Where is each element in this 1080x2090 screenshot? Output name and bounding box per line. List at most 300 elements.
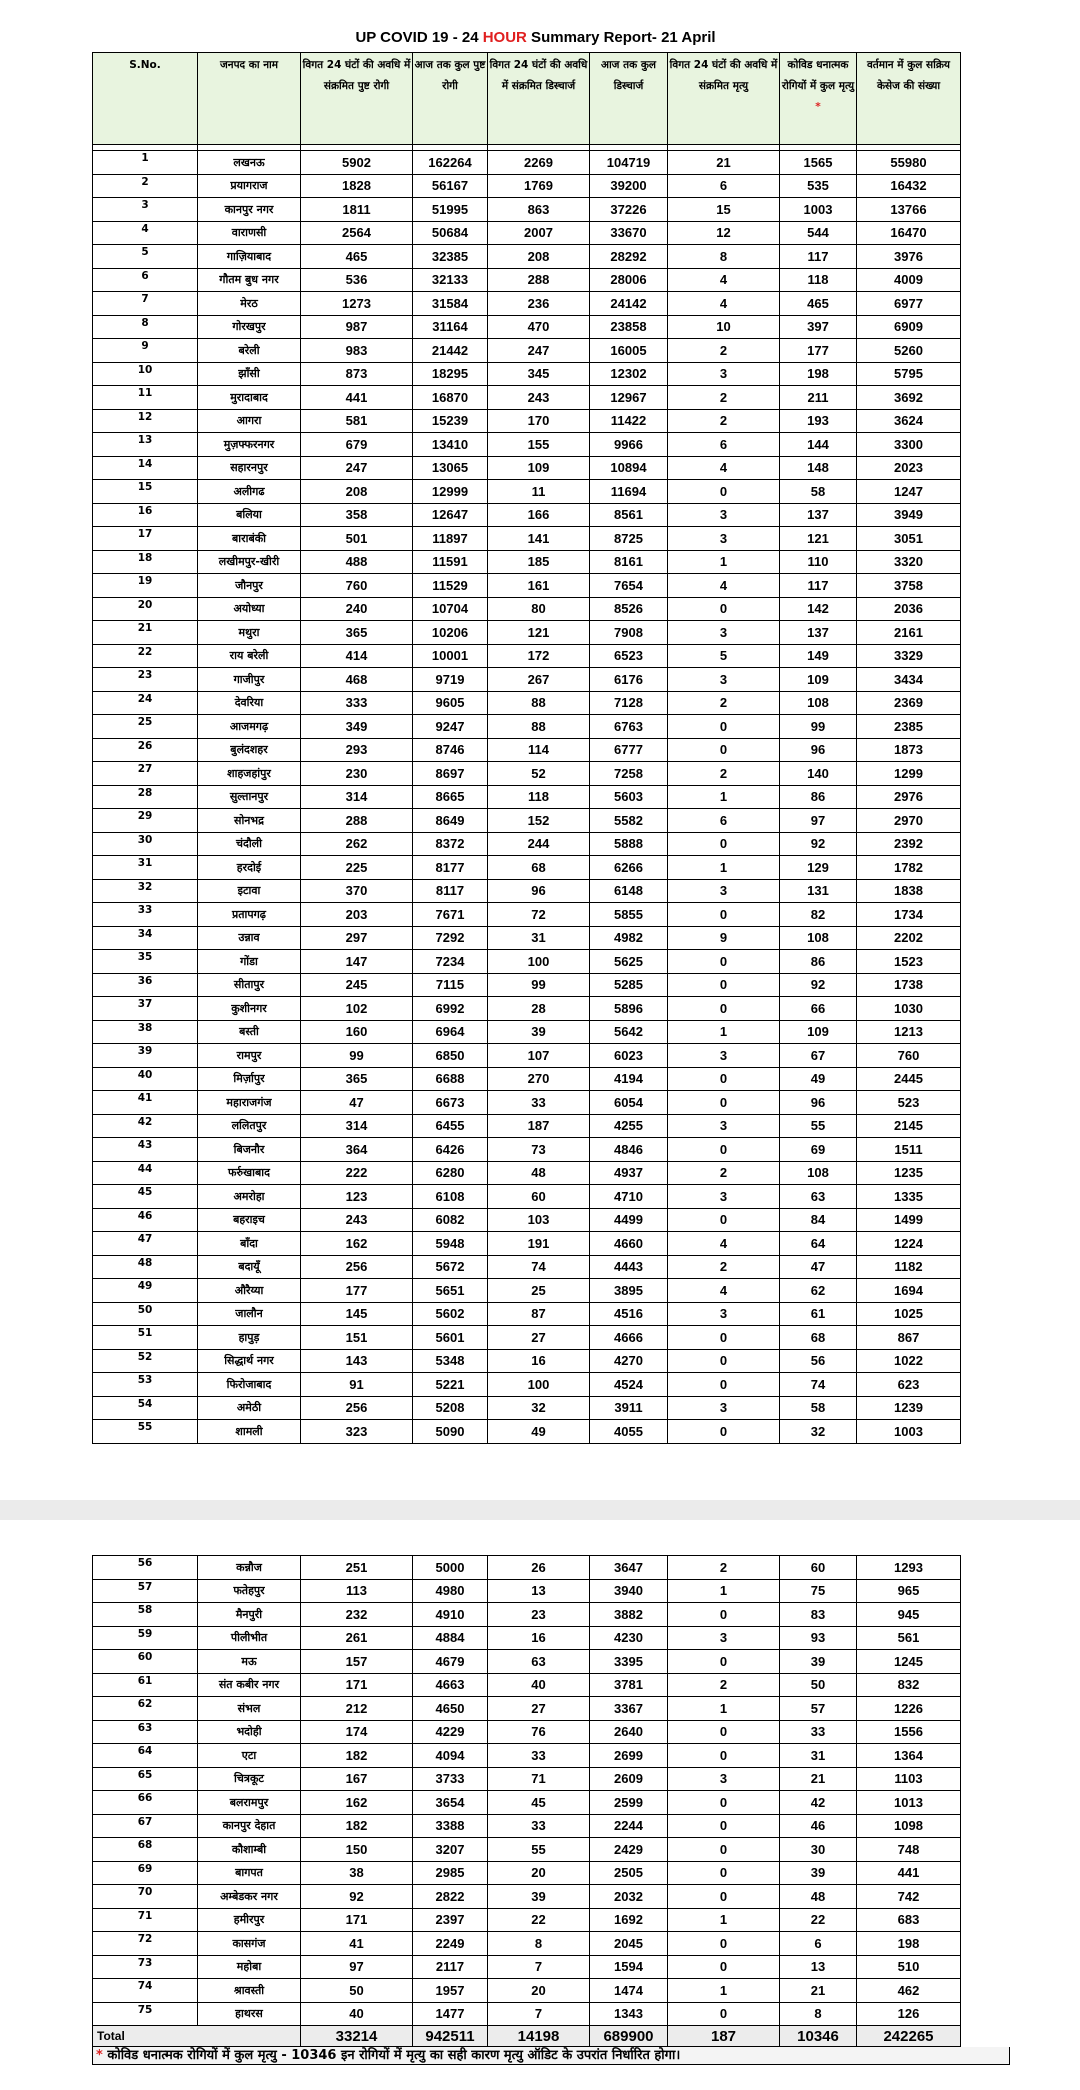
district-name-cell: जौनपुर [198,574,301,598]
value-cell: 0 [668,832,780,856]
value-cell: 2976 [857,785,961,809]
value-cell: 56167 [413,174,488,198]
value-cell: 86 [780,785,857,809]
value-cell: 4499 [590,1208,668,1232]
serial-number-cell: 28 [93,785,198,809]
value-cell: 4679 [413,1650,488,1674]
value-cell: 261 [301,1626,413,1650]
value-cell: 3 [668,1044,780,1068]
value-cell: 3940 [590,1579,668,1603]
value-cell: 12999 [413,480,488,504]
table-row [93,1932,961,1956]
value-cell: 3624 [857,409,961,433]
table-row [93,2002,961,2026]
district-name-cell: हापुड़ [198,1326,301,1350]
value-cell: 5855 [590,903,668,927]
serial-number-cell: 33 [93,903,198,927]
value-cell: 2369 [857,691,961,715]
table-row [93,856,961,880]
value-cell: 129 [780,856,857,880]
value-cell: 15 [668,198,780,222]
value-cell: 3647 [590,1556,668,1580]
value-cell: 117 [780,245,857,269]
value-cell: 76 [488,1720,590,1744]
table-row [93,550,961,574]
value-cell: 4710 [590,1185,668,1209]
value-cell: 63 [488,1650,590,1674]
value-cell: 760 [857,1044,961,1068]
value-cell: 1239 [857,1396,961,1420]
value-cell: 6 [668,809,780,833]
value-cell: 0 [668,1932,780,1956]
value-cell: 2699 [590,1744,668,1768]
value-cell: 4884 [413,1626,488,1650]
value-cell: 314 [301,1114,413,1138]
value-cell: 31164 [413,315,488,339]
value-cell: 167 [301,1767,413,1791]
value-cell: 4982 [590,926,668,950]
value-cell: 211 [780,386,857,410]
value-cell: 9247 [413,715,488,739]
value-cell: 5896 [590,997,668,1021]
value-cell: 863 [488,198,590,222]
value-cell: 86 [780,950,857,974]
summary-table-part-2 [92,1555,961,2047]
value-cell: 760 [301,574,413,598]
value-cell: 3758 [857,574,961,598]
value-cell: 2445 [857,1067,961,1091]
footnote-text: कोविड धनात्मक रोगियों में कुल मृत्यु - 10346 इन रोगियों में मृत्यु का सही कारण मृत्यु ऑडिट के उपरांत निर्धारित होगा। [102,2048,681,2063]
value-cell: 297 [301,926,413,950]
value-cell: 109 [780,668,857,692]
table-row [93,1908,961,1932]
value-cell: 74 [488,1255,590,1279]
district-name-cell: अलीगढ [198,480,301,504]
serial-number-cell: 42 [93,1114,198,1138]
value-cell: 2970 [857,809,961,833]
value-cell: 5601 [413,1326,488,1350]
value-cell: 6054 [590,1091,668,1115]
value-cell: 8 [488,1932,590,1956]
serial-number-cell: 14 [93,456,198,480]
value-cell: 6 [668,174,780,198]
value-cell: 1013 [857,1791,961,1815]
serial-number-cell: 22 [93,644,198,668]
value-cell: 0 [668,1955,780,1979]
value-cell: 33 [488,1091,590,1115]
value-cell: 3367 [590,1697,668,1721]
table-row [93,1114,961,1138]
value-cell: 10704 [413,597,488,621]
value-cell: 5642 [590,1020,668,1044]
table-row [93,1814,961,1838]
table-row [93,1302,961,1326]
serial-number-cell: 71 [93,1908,198,1932]
table-row [93,1603,961,1627]
serial-number-cell: 69 [93,1861,198,1885]
value-cell: 4009 [857,268,961,292]
value-cell: 150 [301,1838,413,1862]
value-cell: 333 [301,691,413,715]
value-cell: 68 [780,1326,857,1350]
value-cell: 4650 [413,1697,488,1721]
page-separator [0,1500,1080,1520]
value-cell: 243 [301,1208,413,1232]
value-cell: 103 [488,1208,590,1232]
district-name-cell: चंदौली [198,832,301,856]
value-cell: 117 [780,574,857,598]
table-row [93,1767,961,1791]
value-cell: 110 [780,550,857,574]
value-cell: 118 [488,785,590,809]
value-cell: 99 [780,715,857,739]
value-cell: 5603 [590,785,668,809]
value-cell: 0 [668,1861,780,1885]
value-cell: 6266 [590,856,668,880]
value-cell: 468 [301,668,413,692]
table-row [93,903,961,927]
value-cell: 33 [488,1814,590,1838]
district-name-cell: संभल [198,1697,301,1721]
value-cell: 488 [301,550,413,574]
value-cell: 2 [668,386,780,410]
value-cell: 33670 [590,221,668,245]
value-cell: 3 [668,668,780,692]
serial-number-cell: 7 [93,292,198,316]
district-name-cell: शामली [198,1420,301,1444]
column-header-label: S.No. [129,59,161,71]
value-cell: 18295 [413,362,488,386]
value-cell: 88 [488,691,590,715]
district-name-cell: संत कबीर नगर [198,1673,301,1697]
district-name-cell: शाहजहांपुर [198,762,301,786]
value-cell: 0 [668,1373,780,1397]
value-cell: 107 [488,1044,590,1068]
value-cell: 58 [780,1396,857,1420]
district-name-cell: बाँदा [198,1232,301,1256]
value-cell: 39200 [590,174,668,198]
value-cell: 55 [488,1838,590,1862]
value-cell: 3692 [857,386,961,410]
value-cell: 8117 [413,879,488,903]
value-cell: 3 [668,1396,780,1420]
value-cell: 1273 [301,292,413,316]
value-cell: 30 [780,1838,857,1862]
value-cell: 8161 [590,550,668,574]
value-cell: 126 [857,2002,961,2026]
district-name-cell: श्रावस्ती [198,1979,301,2003]
serial-number-cell: 56 [93,1556,198,1580]
value-cell: 0 [668,1349,780,1373]
value-cell: 2 [668,339,780,363]
value-cell: 1 [668,1908,780,1932]
value-cell: 3320 [857,550,961,574]
value-cell: 1769 [488,174,590,198]
value-cell: 177 [780,339,857,363]
serial-number-cell: 5 [93,245,198,269]
serial-number-cell: 16 [93,503,198,527]
serial-number-cell: 26 [93,738,198,762]
value-cell: 4094 [413,1744,488,1768]
value-cell: 21 [668,151,780,175]
value-cell: 27 [488,1326,590,1350]
table-row [93,644,961,668]
value-cell: 20 [488,1861,590,1885]
value-cell: 6688 [413,1067,488,1091]
value-cell: 2 [668,762,780,786]
district-name-cell: बिजनौर [198,1138,301,1162]
value-cell: 131 [780,879,857,903]
district-name-cell: महाराजगंज [198,1091,301,1115]
column-header [198,53,301,145]
table-row [93,762,961,786]
value-cell: 32133 [413,268,488,292]
value-cell: 55 [780,1114,857,1138]
value-cell: 71 [488,1767,590,1791]
value-cell: 2202 [857,926,961,950]
value-cell: 8526 [590,597,668,621]
value-cell: 6523 [590,644,668,668]
value-cell: 2385 [857,715,961,739]
value-cell: 535 [780,174,857,198]
value-cell: 1811 [301,198,413,222]
district-name-cell: लखीमपुर-खीरी [198,550,301,574]
value-cell: 52 [488,762,590,786]
district-name-cell: कानपुर देहात [198,1814,301,1838]
value-cell: 2 [668,1556,780,1580]
value-cell: 1293 [857,1556,961,1580]
table-row [93,1255,961,1279]
value-cell: 62 [780,1279,857,1303]
value-cell: 1 [668,1020,780,1044]
value-cell: 1499 [857,1208,961,1232]
value-cell: 42 [780,1791,857,1815]
table-row [93,668,961,692]
value-cell: 121 [488,621,590,645]
value-cell: 151 [301,1326,413,1350]
value-cell: 157 [301,1650,413,1674]
district-name-cell: सुल्तानपुर [198,785,301,809]
serial-number-cell: 9 [93,339,198,363]
value-cell: 3 [668,1185,780,1209]
value-cell: 5582 [590,809,668,833]
value-cell: 1565 [780,151,857,175]
column-header-label: वर्तमान में कुल सक्रिय केसेज की संख्या [866,59,951,92]
value-cell: 4663 [413,1673,488,1697]
district-name-cell: ललितपुर [198,1114,301,1138]
value-cell: 5208 [413,1396,488,1420]
table-row [93,1885,961,1909]
district-name-cell: सहारनपुर [198,456,301,480]
value-cell: 1030 [857,997,961,1021]
serial-number-cell: 74 [93,1979,198,2003]
value-cell: 3733 [413,1767,488,1791]
value-cell: 16005 [590,339,668,363]
value-cell: 58 [780,480,857,504]
column-header [668,53,780,145]
district-name-cell: कासगंज [198,1932,301,1956]
value-cell: 123 [301,1185,413,1209]
value-cell: 87 [488,1302,590,1326]
value-cell: 137 [780,621,857,645]
value-cell: 5090 [413,1420,488,1444]
value-cell: 92 [301,1885,413,1909]
table-row [93,292,961,316]
value-cell: 510 [857,1955,961,1979]
value-cell: 37226 [590,198,668,222]
value-cell: 162264 [413,151,488,175]
value-cell: 2145 [857,1114,961,1138]
value-cell: 11529 [413,574,488,598]
value-cell: 2117 [413,1955,488,1979]
value-cell: 2161 [857,621,961,645]
value-cell: 7908 [590,621,668,645]
value-cell: 1103 [857,1767,961,1791]
value-cell: 3882 [590,1603,668,1627]
value-cell: 2 [668,691,780,715]
serial-number-cell: 73 [93,1955,198,1979]
value-cell: 8372 [413,832,488,856]
table-row [93,997,961,1021]
value-cell: 5348 [413,1349,488,1373]
serial-number-cell: 20 [93,597,198,621]
value-cell: 288 [301,809,413,833]
district-name-cell: देवरिया [198,691,301,715]
value-cell: 13 [488,1579,590,1603]
value-cell: 4980 [413,1579,488,1603]
serial-number-cell: 4 [93,221,198,245]
value-cell: 84 [780,1208,857,1232]
value-cell: 2822 [413,1885,488,1909]
value-cell: 23858 [590,315,668,339]
value-cell: 1734 [857,903,961,927]
value-cell: 3976 [857,245,961,269]
value-cell: 1 [668,785,780,809]
value-cell: 1098 [857,1814,961,1838]
value-cell: 9719 [413,668,488,692]
value-cell: 1025 [857,1302,961,1326]
serial-number-cell: 44 [93,1161,198,1185]
serial-number-cell: 8 [93,315,198,339]
district-name-cell: बलिया [198,503,301,527]
column-header [413,53,488,145]
value-cell: 172 [488,644,590,668]
value-cell: 3654 [413,1791,488,1815]
title-suffix: Summary Report- 21 April [526,29,716,46]
district-name-cell: रामपुर [198,1044,301,1068]
value-cell: 247 [488,339,590,363]
table-row [93,433,961,457]
value-cell: 26 [488,1556,590,1580]
table-row [93,268,961,292]
value-cell: 23 [488,1603,590,1627]
value-cell: 113 [301,1579,413,1603]
value-cell: 7 [488,1955,590,1979]
column-header-label: कोविड धनात्मक रोगियों में कुल मृत्यु [781,59,855,92]
value-cell: 0 [668,997,780,1021]
value-cell: 867 [857,1326,961,1350]
district-name-cell: राय बरेली [198,644,301,668]
district-name-cell: मेरठ [198,292,301,316]
table-row [93,409,961,433]
serial-number-cell: 64 [93,1744,198,1768]
value-cell: 1247 [857,480,961,504]
serial-number-cell: 41 [93,1091,198,1115]
value-cell: 4516 [590,1302,668,1326]
value-cell: 245 [301,973,413,997]
serial-number-cell: 2 [93,174,198,198]
value-cell: 5795 [857,362,961,386]
value-cell: 2 [668,1161,780,1185]
value-cell: 171 [301,1908,413,1932]
value-cell: 2036 [857,597,961,621]
value-cell: 2599 [590,1791,668,1815]
value-cell: 8697 [413,762,488,786]
value-cell: 6964 [413,1020,488,1044]
value-cell: 33 [780,1720,857,1744]
serial-number-cell: 70 [93,1885,198,1909]
value-cell: 191 [488,1232,590,1256]
value-cell: 83 [780,1603,857,1627]
value-cell: 68 [488,856,590,880]
column-header [780,53,857,145]
table-row [93,1791,961,1815]
value-cell: 3 [668,362,780,386]
value-cell: 256 [301,1255,413,1279]
table-row [93,879,961,903]
value-cell: 64 [780,1232,857,1256]
serial-number-cell: 17 [93,527,198,551]
value-cell: 11422 [590,409,668,433]
value-cell: 140 [780,762,857,786]
district-name-cell: झाँसी [198,362,301,386]
value-cell: 470 [488,315,590,339]
serial-number-cell: 32 [93,879,198,903]
value-cell: 6673 [413,1091,488,1115]
value-cell: 96 [780,738,857,762]
district-name-cell: बहराइच [198,1208,301,1232]
table-row [93,1955,961,1979]
value-cell: 198 [857,1932,961,1956]
value-cell: 92 [780,973,857,997]
value-cell: 1738 [857,973,961,997]
serial-number-cell: 50 [93,1302,198,1326]
district-name-cell: हमीरपुर [198,1908,301,1932]
value-cell: 108 [780,926,857,950]
table-row [93,1650,961,1674]
value-cell: 3051 [857,527,961,551]
value-cell: 13410 [413,433,488,457]
serial-number-cell: 10 [93,362,198,386]
table-row [93,1091,961,1115]
district-name-cell: गोरखपुर [198,315,301,339]
table-row [93,1208,961,1232]
district-name-cell: अयोध्या [198,597,301,621]
value-cell: 47 [301,1091,413,1115]
district-name-cell: अमेठी [198,1396,301,1420]
value-cell: 198 [780,362,857,386]
value-cell: 0 [668,903,780,927]
district-name-cell: बस्ती [198,1020,301,1044]
value-cell: 24142 [590,292,668,316]
value-cell: 365 [301,621,413,645]
value-cell: 1 [668,1979,780,2003]
value-cell: 679 [301,433,413,457]
value-cell: 8649 [413,809,488,833]
value-cell: 73 [488,1138,590,1162]
table-row [93,1720,961,1744]
value-cell: 414 [301,644,413,668]
